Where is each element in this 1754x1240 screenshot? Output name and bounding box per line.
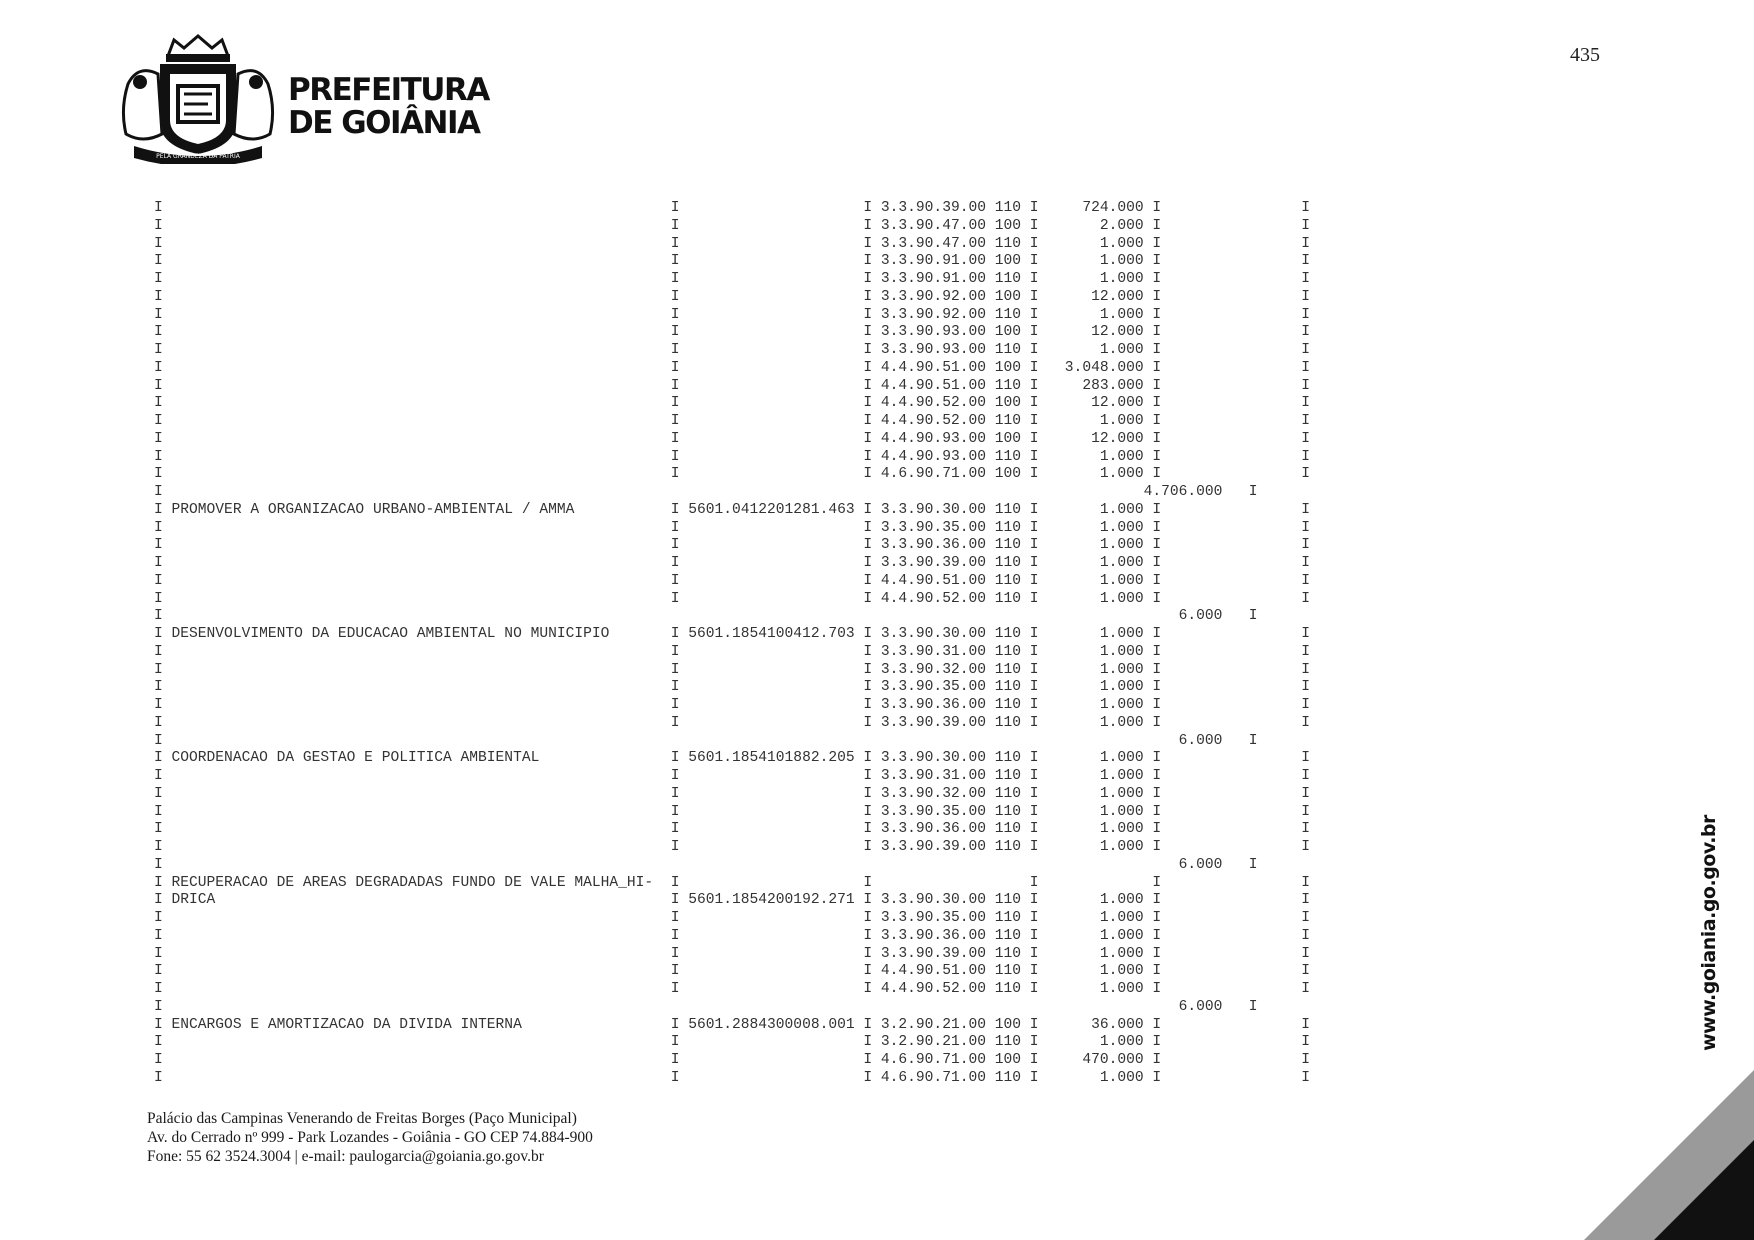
listing-line: I I I 4.6.90.71.00 110 I 1.000 I I	[154, 1069, 1311, 1086]
listing-line: I 6.000 I	[154, 608, 1258, 625]
corner-decoration	[1584, 1070, 1754, 1240]
listing-line: I PROMOVER A ORGANIZACAO URBANO-AMBIENTAL / AMMA I 5601.0412201281.463 I 3.3.90.30.00 110 I 1.000 I I	[154, 501, 1311, 518]
city-brand-name	[288, 74, 489, 140]
listing-line: I I I 3.3.90.35.00 110 I 1.000 I I	[154, 679, 1311, 696]
footer-address	[147, 1109, 593, 1166]
listing-line: I I I 4.4.90.93.00 100 I 12.000 I I	[154, 430, 1311, 447]
website-url: www.goiania.go.gov.br	[1698, 815, 1720, 1051]
listing-line: I RECUPERACAO DE AREAS DEGRADADAS FUNDO DE VALE MALHA_HI- I I I I I	[154, 874, 1311, 891]
listing-line: I I I 4.4.90.51.00 110 I 283.000 I I	[154, 377, 1311, 394]
listing-line: I 6.000 I	[154, 856, 1258, 873]
listing-line: I I I 4.4.90.51.00 100 I 3.048.000 I I	[154, 359, 1311, 376]
listing-line: I I I 4.6.90.71.00 100 I 1.000 I I	[154, 466, 1311, 483]
listing-line: I I I 3.3.90.47.00 100 I 2.000 I I	[154, 217, 1311, 234]
listing-line: I I I 3.3.90.39.00 110 I 1.000 I I	[154, 555, 1311, 571]
budget-allocation-listing	[154, 200, 1310, 1088]
listing-line: I I I 3.3.90.39.00 110 I 724.000 I I	[154, 200, 1311, 216]
listing-line: I ENCARGOS E AMORTIZACAO DA DIVIDA INTERNA I 5601.2884300008.001 I 3.2.90.21.00 100 I 36.000 I I	[154, 1016, 1311, 1033]
listing-line: I I I 3.3.90.39.00 110 I 1.000 I I	[154, 714, 1311, 731]
listing-line: I I I 3.3.90.91.00 110 I 1.000 I I	[154, 271, 1311, 287]
page-number: 435	[1570, 44, 1600, 66]
listing-line: I I I 4.4.90.52.00 100 I 12.000 I I	[154, 395, 1311, 412]
listing-line: I 4.706.000 I	[154, 484, 1258, 500]
listing-line: I DRICA I 5601.1854200192.271 I 3.3.90.30.00 110 I 1.000 I I	[154, 892, 1311, 909]
listing-line: I I I 4.4.90.51.00 110 I 1.000 I I	[154, 572, 1311, 589]
brand-line-1: PREFEITURA	[288, 72, 489, 108]
listing-line: I 6.000 I	[154, 732, 1258, 749]
listing-line: I I I 3.3.90.91.00 100 I 1.000 I I	[154, 253, 1311, 270]
listing-line: I I I 3.3.90.32.00 110 I 1.000 I I	[154, 661, 1311, 678]
listing-line: I I I 3.3.90.31.00 110 I 1.000 I I	[154, 643, 1311, 660]
listing-line: I I I 3.3.90.93.00 100 I 12.000 I I	[154, 324, 1311, 341]
listing-line: I I I 3.3.90.35.00 110 I 1.000 I I	[154, 519, 1311, 536]
footer-line-1: Palácio das Campinas Venerando de Freitas Borges (Paço Municipal)	[147, 1110, 577, 1127]
listing-line: I I I 4.6.90.71.00 100 I 470.000 I I	[154, 1052, 1311, 1068]
listing-line: I DESENVOLVIMENTO DA EDUCACAO AMBIENTAL NO MUNICIPIO I 5601.1854100412.703 I 3.3.90.30.00 110 I 1.000 I I	[154, 626, 1311, 642]
listing-line: I I I 3.3.90.39.00 110 I 1.000 I I	[154, 945, 1311, 962]
listing-line: I I I 3.3.90.93.00 110 I 1.000 I I	[154, 342, 1311, 358]
listing-line: I I I 3.3.90.36.00 110 I 1.000 I I	[154, 927, 1311, 944]
listing-line: I I I 3.3.90.39.00 110 I 1.000 I I	[154, 839, 1311, 855]
listing-line: I I I 3.3.90.92.00 110 I 1.000 I I	[154, 306, 1311, 323]
listing-line: I I I 3.3.90.36.00 110 I 1.000 I I	[154, 821, 1311, 838]
listing-line: I I I 3.3.90.36.00 110 I 1.000 I I	[154, 697, 1311, 713]
listing-line: I I I 4.4.90.51.00 110 I 1.000 I I	[154, 963, 1311, 980]
listing-line: I I I 3.3.90.92.00 100 I 12.000 I I	[154, 288, 1311, 305]
listing-line: I I I 3.3.90.31.00 110 I 1.000 I I	[154, 768, 1311, 784]
listing-line: I I I 3.3.90.36.00 110 I 1.000 I I	[154, 537, 1311, 554]
listing-line: I I I 3.3.90.35.00 110 I 1.000 I I	[154, 803, 1311, 820]
city-coat-of-arms-logo	[118, 34, 278, 164]
listing-line: I I I 3.2.90.21.00 110 I 1.000 I I	[154, 1034, 1311, 1051]
brand-line-2: DE GOIÂNIA	[288, 105, 480, 141]
listing-line: I I I 4.4.90.52.00 110 I 1.000 I I	[154, 590, 1311, 607]
listing-line: I I I 4.4.90.93.00 110 I 1.000 I I	[154, 448, 1311, 465]
listing-line: I I I 4.4.90.52.00 110 I 1.000 I I	[154, 981, 1311, 997]
listing-line: I COORDENACAO DA GESTAO E POLITICA AMBIENTAL I 5601.1854101882.205 I 3.3.90.30.00 110 I 1.000 I I	[154, 750, 1311, 767]
footer-line-3: Fone: 55 62 3524.3004 | e-mail: paulogarcia@goiania.go.gov.br	[147, 1148, 544, 1165]
listing-line: I 6.000 I	[154, 998, 1258, 1015]
logo-motto-text: PELA GRANDEZA DA PÁTRIA	[156, 153, 240, 160]
listing-line: I I I 3.3.90.32.00 110 I 1.000 I I	[154, 785, 1311, 802]
footer-line-2: Av. do Cerrado nº 999 - Park Lozandes - Goiânia - GO CEP 74.884-900	[147, 1129, 593, 1146]
listing-line: I I I 3.3.90.47.00 110 I 1.000 I I	[154, 235, 1311, 252]
listing-line: I I I 3.3.90.35.00 110 I 1.000 I I	[154, 910, 1311, 926]
listing-line: I I I 4.4.90.52.00 110 I 1.000 I I	[154, 413, 1311, 429]
